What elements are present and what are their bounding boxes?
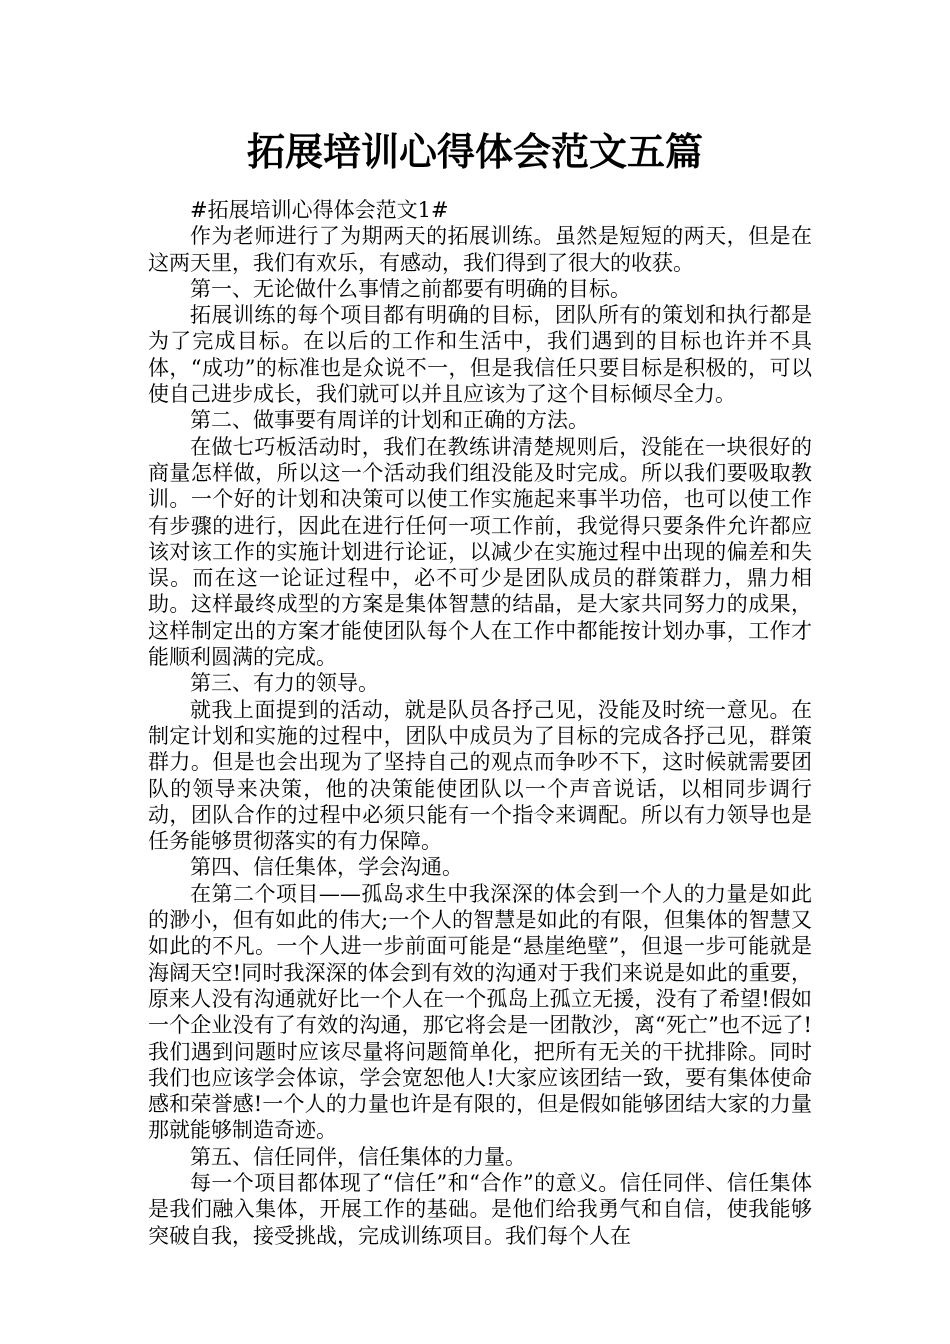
paragraph: 拓展训练的每个项目都有明确的目标，团队所有的策划和执行都是为了完成目标。在以后的工作和生活中，我们遇到的目标也许并不具体，“成功”的标准也是众说不一，但是我信任只要目标是积极的，可以使自己进步成长，我们就可以并且应该为了这个目标倾尽全力。 — [148, 303, 812, 407]
document-body — [148, 197, 812, 1249]
document-title: 拓展培训心得体会范文五篇 — [246, 130, 703, 174]
paragraph: 作为老师进行了为期两天的拓展训练。虽然是短短的两天，但是在这两天里，我们有欢乐，有感动，我们得到了很大的收获。 — [148, 224, 812, 275]
section-heading-4: 第四、信任集体，学会沟通。 — [190, 855, 463, 880]
section-heading-1: 第一、无论做什么事情之前都要有明确的目标。 — [190, 276, 631, 301]
paragraph: 每一个项目都体现了“信任”和“合作”的意义。信任同伴、信任集体是我们融入集体，开展工作的基础。是他们给我勇气和自信，使我能够突破自我，接受挑战，完成训练项目。我们每个人在 — [148, 1170, 812, 1248]
paragraph-heading-1: #拓展培训心得体会范文1# — [190, 198, 449, 222]
section-heading-2: 第二、做事要有周详的计划和正确的方法。 — [190, 408, 589, 433]
section-heading-3: 第三、有力的领导。 — [190, 671, 379, 696]
paragraph: 就我上面提到的活动，就是队员各抒己见，没能及时统一意见。在制定计划和实施的过程中，团队中成员为了目标的完成各抒己见，群策群力。但是也会出现为了坚持自己的观点而争吵不下，这时候就需要团队的领导来决策，他的决策能使团队以一个声音说话，以相同步调行动，团队合作的过程中必须只能有一个指令来调配。所以有力领导也是任务能够贯彻落实的有力保障。 — [148, 697, 812, 854]
paragraph: 在第二个项目——孤岛求生中我深深的体会到一个人的力量是如此的渺小，但有如此的伟大;一个人的智慧是如此的有限，但集体的智慧又如此的不凡。一个人进一步前面可能是“悬崖绝壁”，但退一步可能就是海阔天空!同时我深深的体会到有效的沟通对于我们来说是如此的重要，原来人没有沟通就好比一个人在一个孤岛上孤立无援，没有了希望!假如一个企业没有了有效的沟通，那它将会是一团散沙，离“死亡”也不远了!我们遇到问题时应该尽量将问题简单化，把所有无关的干扰排除。同时我们也应该学会体谅，学会宽恕他人!大家应该团结一致，要有集体使命感和荣誉感!一个人的力量也许是有限的，但是假如能够团结大家的力量那就能够制造奇迹。 — [148, 881, 812, 1143]
paragraph: 在做七巧板活动时，我们在教练讲清楚规则后，没能在一块很好的商量怎样做，所以这一个活动我们组没能及时完成。所以我们要吸取教训。一个好的计划和决策可以使工作实施起来事半功倍，也可以使工作有步骤的进行，因此在进行任何一项工作前，我觉得只要条件允许都应该对该工作的实施计划进行论证，以减少在实施过程中出现的偏差和失误。而在这一论证过程中，必不可少是团队成员的群策群力，鼎力相助。这样最终成型的方案是集体智慧的结晶，是大家共同努力的成果，这样制定出的方案才能使团队每个人在工作中都能按计划办事，工作才能顺利圆满的完成。 — [148, 434, 812, 670]
section-heading-5: 第五、信任同伴，信任集体的力量。 — [190, 1144, 526, 1169]
